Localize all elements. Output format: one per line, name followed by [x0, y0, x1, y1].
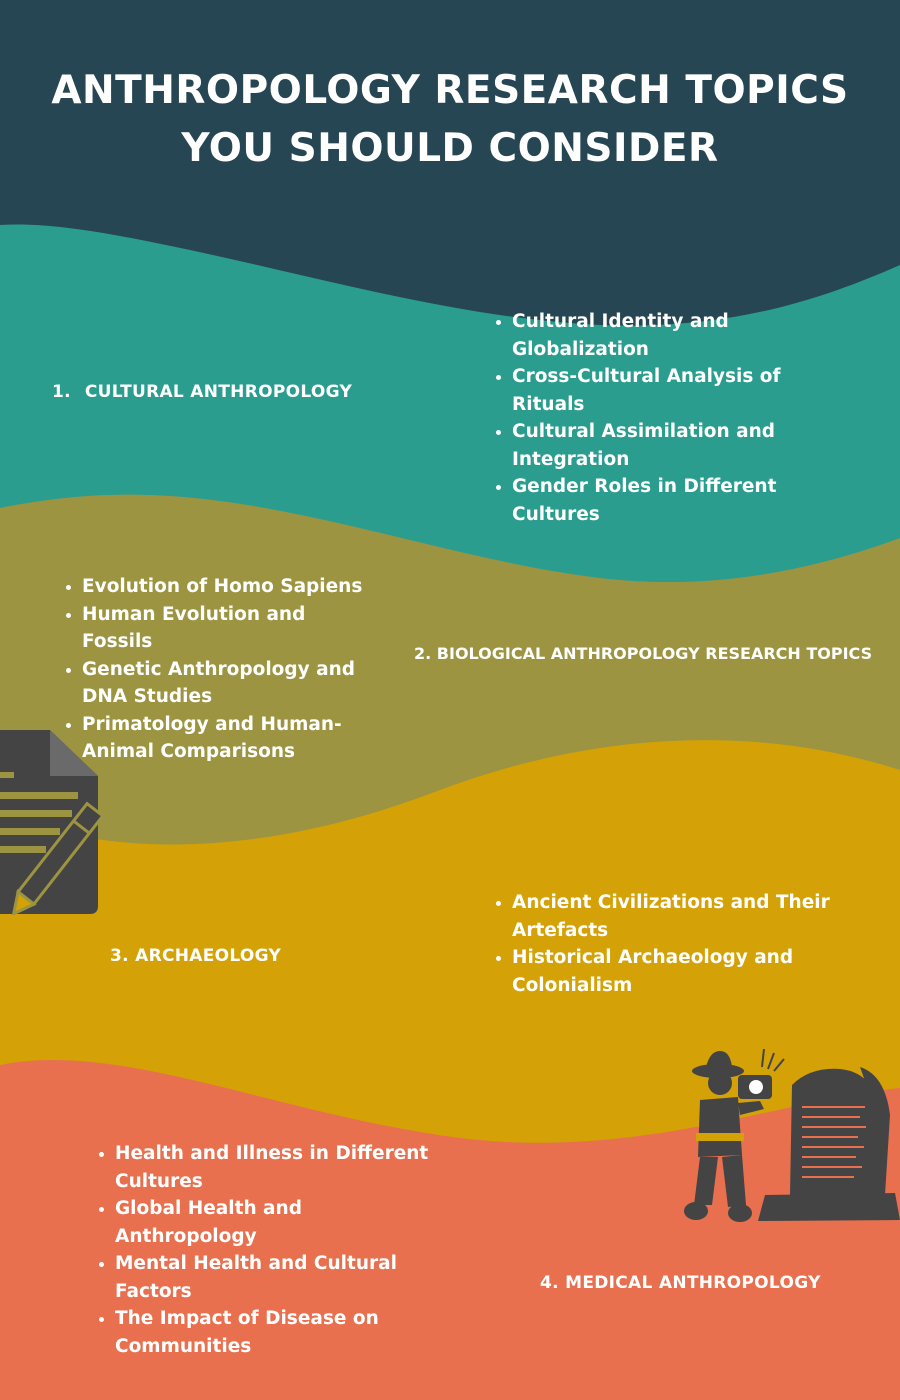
doc-line [0, 846, 46, 853]
section-heading-cultural [52, 382, 352, 402]
section-heading-archaeology [110, 946, 281, 966]
title-line-2: YOU SHOULD CONSIDER [181, 126, 719, 171]
document-fold [50, 730, 98, 776]
leg-left [694, 1157, 718, 1205]
doc-line [0, 810, 72, 817]
boot-left [684, 1202, 708, 1220]
section-number: 4. [540, 1273, 559, 1293]
list-item: • The Impact of Disease on Communities [115, 1305, 435, 1360]
section-title: CULTURAL ANTHROPOLOGY [84, 382, 353, 402]
list-item: • Cultural Identity and Globalization [512, 308, 802, 363]
list-item: • Genetic Anthropology and DNA Studies [82, 656, 382, 711]
list-item: • Cross-Cultural Analysis of Rituals [512, 363, 802, 418]
section-number: 1. [52, 382, 71, 402]
list-item: • Cultural Assimilation and Integration [512, 418, 802, 473]
section-title: ARCHAEOLOGY [135, 946, 282, 966]
head-shape [708, 1071, 732, 1095]
section-number: 2. [414, 644, 432, 663]
list-item: • Evolution of Homo Sapiens [82, 573, 382, 601]
topic-list-medical [93, 1140, 435, 1360]
section-number: 3. [110, 946, 129, 966]
section-title: BIOLOGICAL ANTHROPOLOGY RESEARCH TOPICS [436, 644, 873, 663]
list-item: • Health and Illness in Different Cultures [115, 1140, 435, 1195]
doc-line [0, 828, 60, 835]
list-item: • Ancient Civilizations and Their Artefacts [512, 889, 842, 944]
doc-line [0, 772, 14, 778]
leg-right [722, 1155, 746, 1207]
camera-flash [762, 1049, 784, 1071]
title-line-1: ANTHROPOLOGY RESEARCH TOPICS [51, 68, 849, 113]
torso-shape [698, 1097, 742, 1157]
page-title [0, 62, 900, 178]
document-pencil-icon [0, 730, 130, 915]
boot-right [728, 1204, 752, 1222]
archaeologist-camera-icon [680, 1045, 900, 1230]
belt-shape [696, 1133, 744, 1141]
topic-list-cultural [490, 308, 802, 528]
section-heading-medical [540, 1273, 821, 1293]
section-title: MEDICAL ANTHROPOLOGY [565, 1273, 821, 1293]
list-item: • Human Evolution and Fossils [82, 601, 382, 656]
arm-shape [738, 1101, 764, 1115]
list-item: • Global Health and Anthropology [115, 1195, 435, 1250]
hat-crown [706, 1051, 732, 1067]
doc-line [0, 792, 78, 799]
section-heading-biological [414, 644, 872, 663]
list-item: • Primatology and Human-Animal Comparisons [82, 711, 382, 766]
camera-lens [749, 1080, 763, 1094]
list-item: • Historical Archaeology and Colonialism [512, 944, 842, 999]
list-item: • Mental Health and Cultural Factors [115, 1250, 435, 1305]
topic-list-archaeology [490, 889, 842, 999]
rubble-shape [758, 1193, 900, 1221]
list-item: • Gender Roles in Different Cultures [512, 473, 802, 528]
